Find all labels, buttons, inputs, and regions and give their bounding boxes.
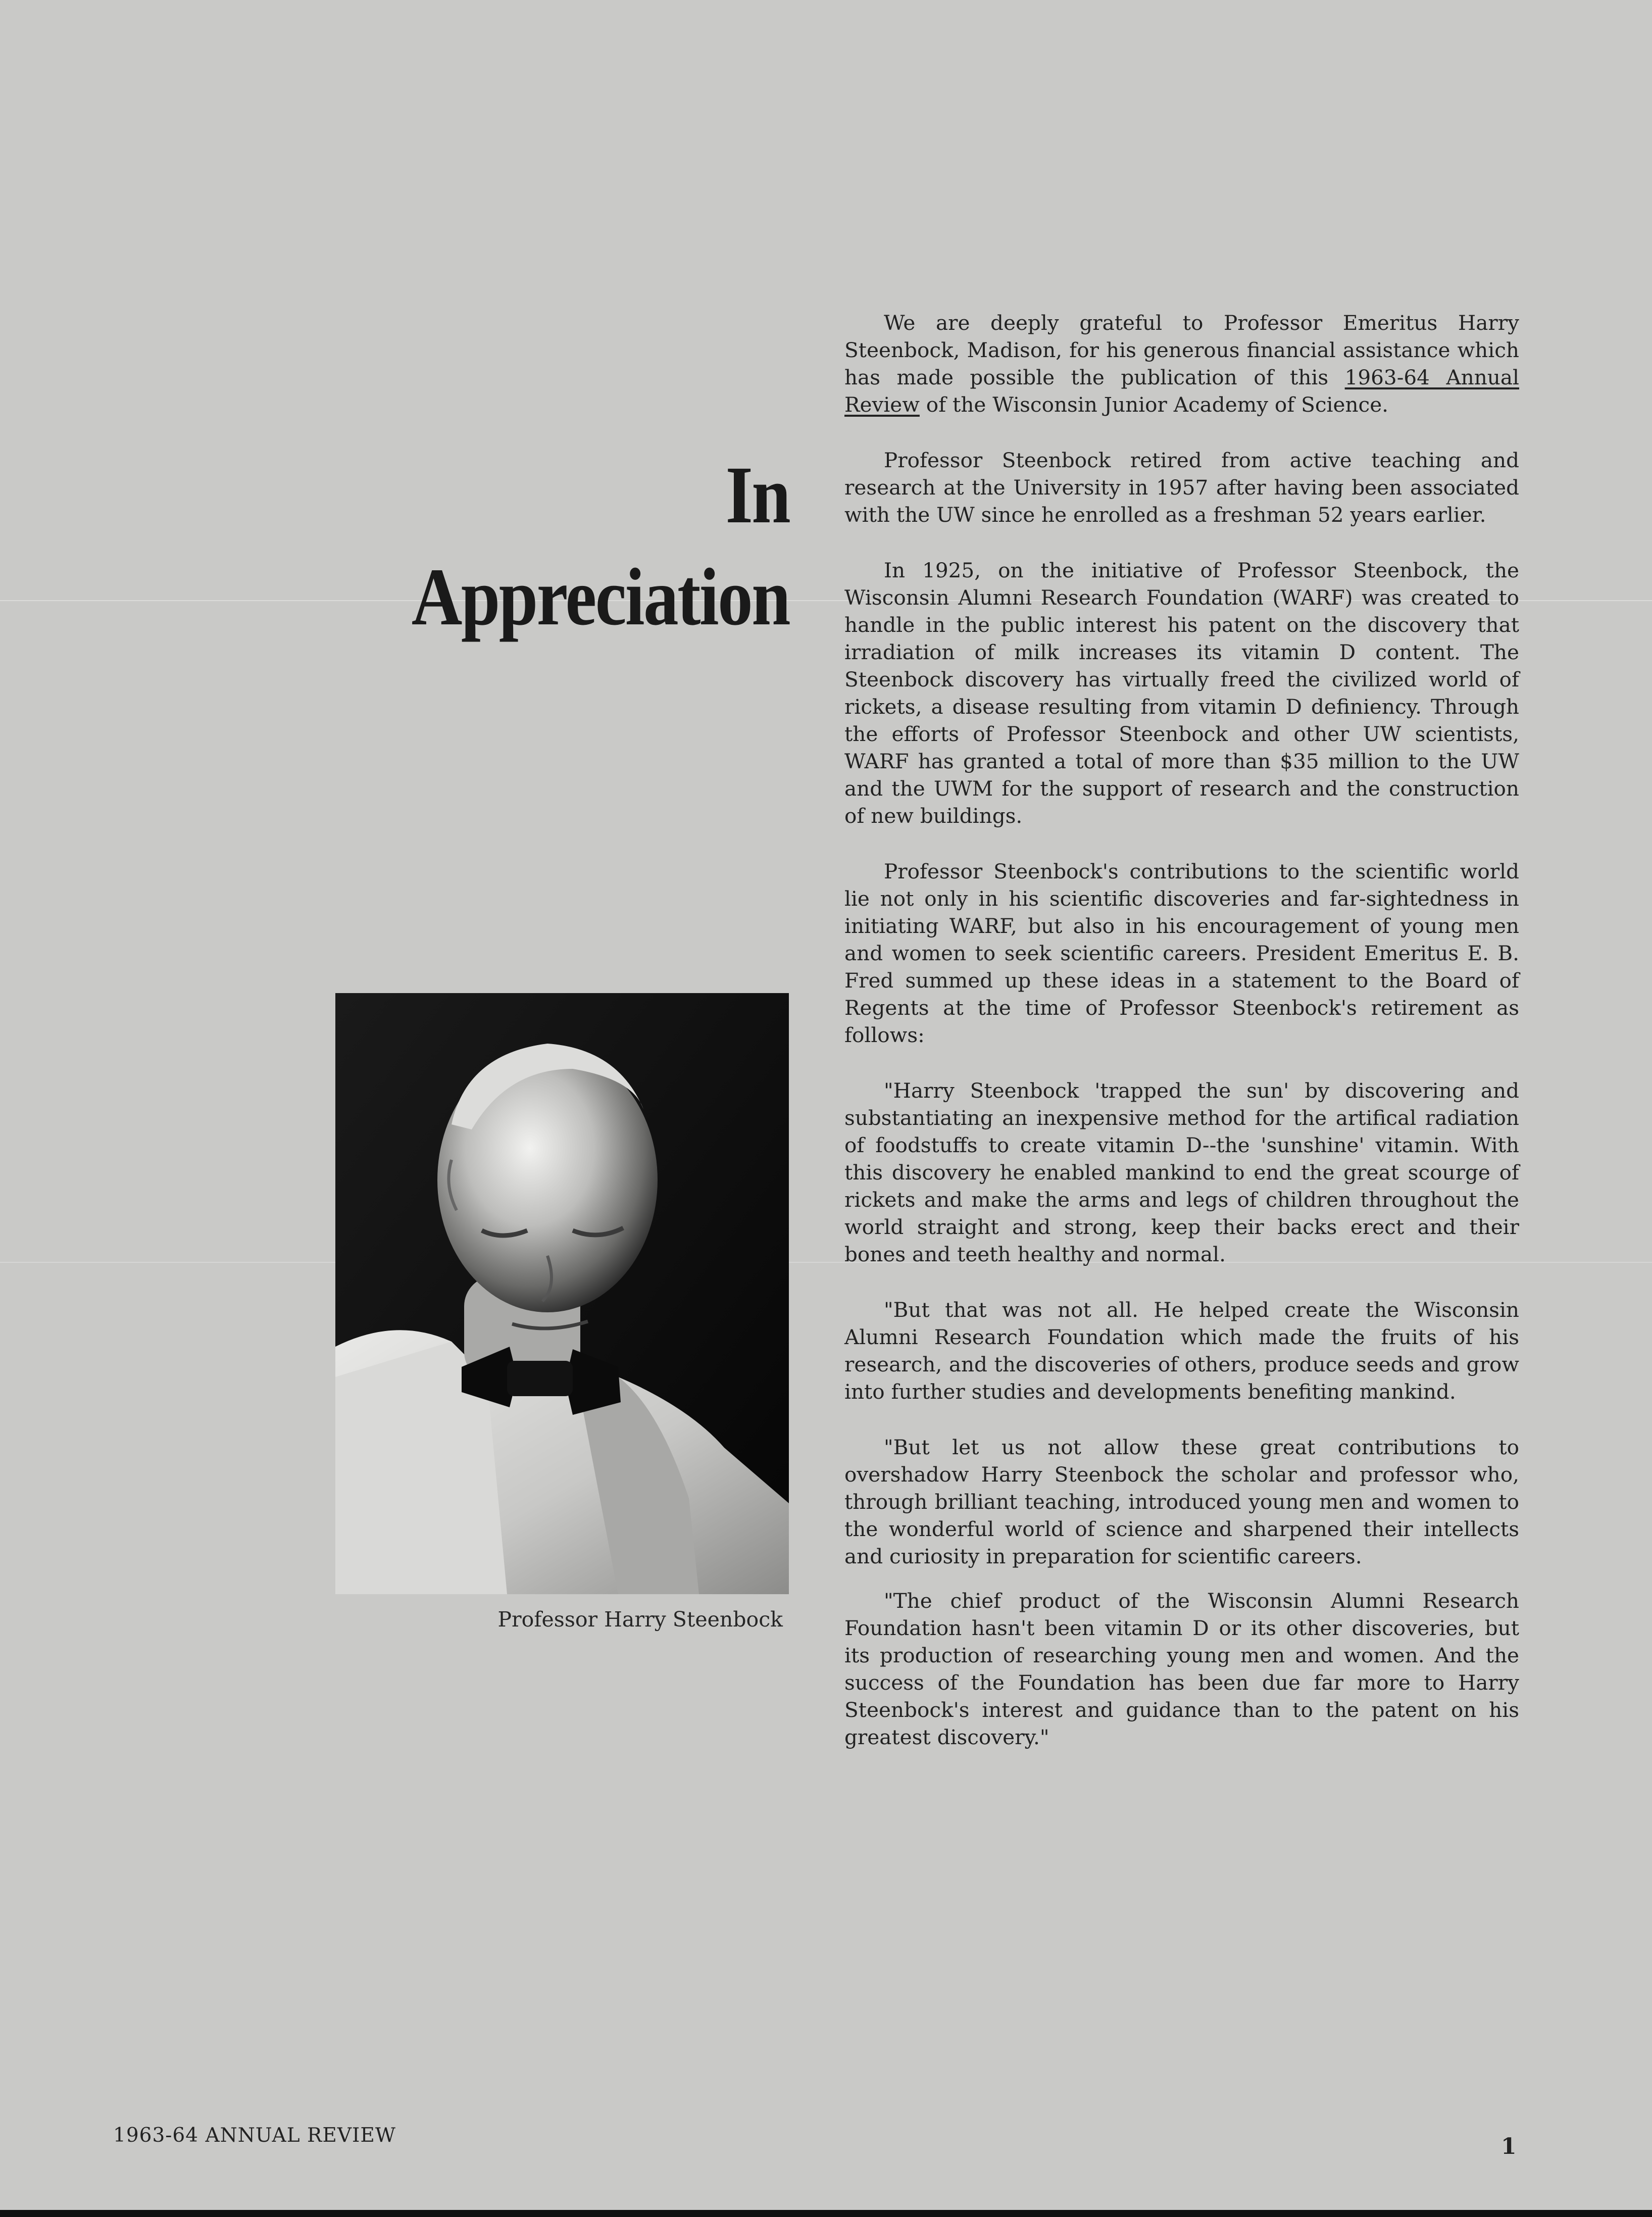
paragraph-gratitude-start: We are deeply grateful to Professor Emeritus Harry Steenbock, Madison, for his generous financial assistance which has made possible the publication of this [844,311,1519,389]
paragraph-quote-trapped-sun: "Harry Steenbock 'trapped the sun' by discovering and substantiating an inexpensive method for the artifical radiation of foodstuffs to create vitamin D--the 'sunshine' vitamin. With this discovery he enabled mankind to end the great scourge of rickets and make the arms and legs of children throughout the world straight and strong, keep their backs erect and their bones and teeth healthy and normal. [844,1078,1519,1266]
scan-bottom-edge [0,2210,1652,2217]
portrait-illustration [335,993,789,1594]
portrait-photo [335,993,789,1594]
paragraph-quote-chief-product: "The chief product of the Wisconsin Alumni Research Foundation hasn't been vitamin D or its other discoveries, but its production of researching young men and women. And the success of the Foundation has been due far more to Harry Steenbock's interest and guidance than to the patent on his greatest discovery." [844,1589,1519,1749]
paragraph-quote-foundation: "But that was not all. He helped create the Wisconsin Alumni Research Foundation which made the fruits of his research, and the discoveries of others, produce seeds and grow into further studies and developments benefiting mankind. [844,1298,1519,1404]
footer-publication-title: 1963-64 ANNUAL REVIEW [113,2124,396,2147]
heading-line-in: In [725,450,789,540]
paragraph-gratitude [844,309,1519,418]
heading-line-appreciation: Appreciation [411,552,789,643]
paragraph-warf-history: In 1925, on the initiative of Professor Steenbock, the Wisconsin Alumni Research Foundation (WARF) was created to handle in the public interest his patent on the discovery that irradiation of milk increases its vitamin D content. The Steenbock discovery has virtually freed the civilized world of rickets, a disease resulting from vitamin D definiency. Through the efforts of Professor Steenbock and other UW scientists, WARF has granted a total of more than $35 million to the UW and the UWM for the support of research and the construction of new buildings. [844,558,1519,828]
paragraph-contributions: Professor Steenbock's contributions to the scientific world lie not only in his scientific discoveries and far-sightedness in initiating WARF, but also in his encouragement of young men and women to seek scientific careers. President Emeritus E. B. Fred summed up these ideas in a statement to the Board of Regents at the time of Professor Steenbock's retirement as follows: [844,859,1519,1047]
paragraph-gratitude-end: of the Wisconsin Junior Academy of Science. [919,392,1389,417]
paragraph-quote-scholar: "But let us not allow these great contributions to overshadow Harry Steenbock the scholar and professor who, through brilliant teaching, introduced young men and women to the wonderful world of science and sharpened their intellects and curiosity in preparation for scientific careers. [844,1435,1519,1568]
page-number: 1 [1501,2134,1517,2159]
body-text-column [844,309,1519,1779]
annual-review-title: 1963-64 Annual Review [844,365,1519,417]
photo-caption: Professor Harry Steenbock [497,1607,783,1632]
paragraph-retirement: Professor Steenbock retired from active teaching and research at the University in 1957 after having been associated with the UW since he enrolled as a freshman 52 years earlier. [844,448,1519,527]
